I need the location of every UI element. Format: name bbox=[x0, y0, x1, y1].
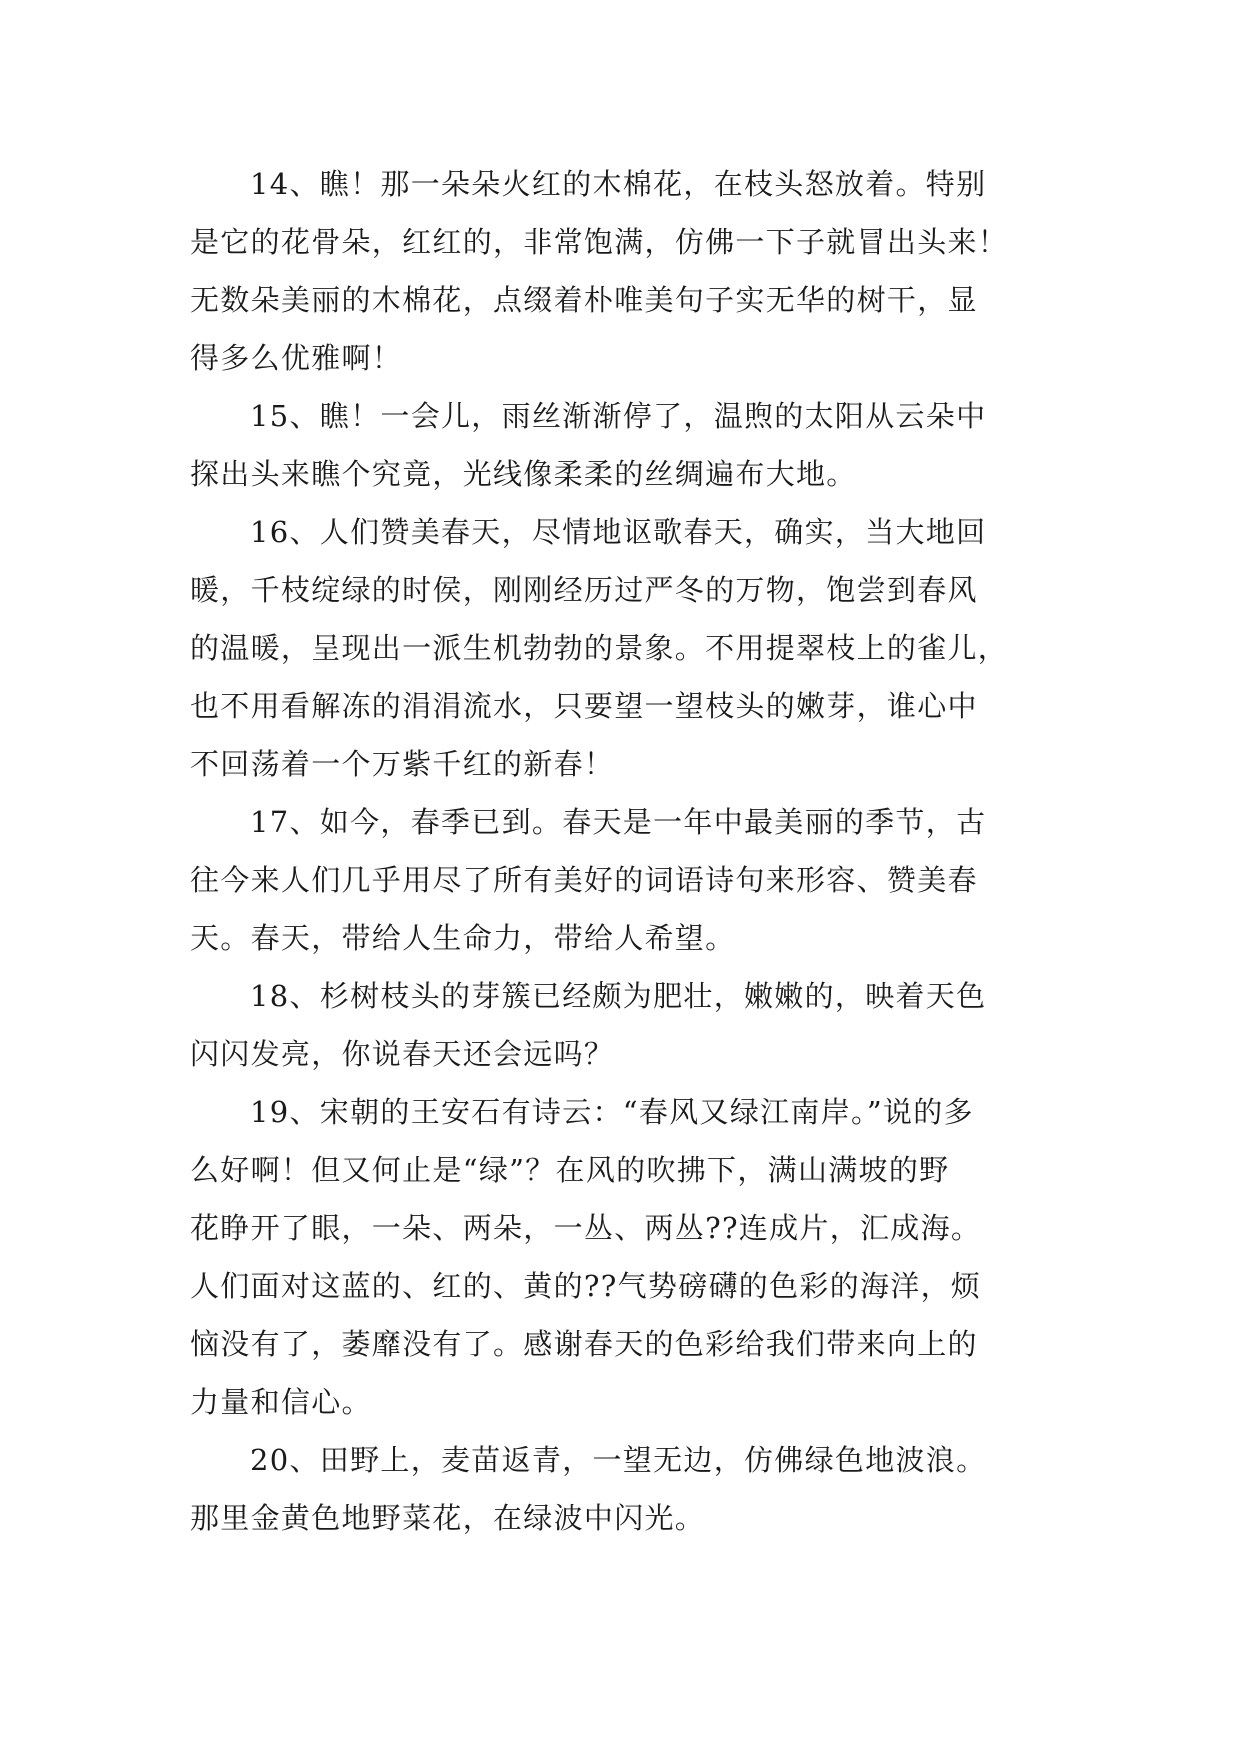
text-line: 是它的花骨朵，红红的，非常饱满，仿佛一下子就冒出头来！ bbox=[190, 225, 1009, 259]
paragraph-14 bbox=[190, 155, 1050, 387]
text-line: 20、田野上，麦苗返青，一望无边，仿佛绿色地波浪。 bbox=[250, 1443, 987, 1477]
text-line: 17、如今，春季已到。春天是一年中最美丽的季节，古 bbox=[250, 805, 987, 839]
text-line: 暖，千枝绽绿的时侯，刚刚经历过严冬的万物，饱尝到春风 bbox=[190, 573, 978, 607]
text-line: 不回荡着一个万紫千红的新春！ bbox=[190, 747, 615, 781]
document-body bbox=[190, 155, 1050, 1547]
paragraph-20 bbox=[190, 1431, 1050, 1547]
text-line: 探出头来瞧个究竟，光线像柔柔的丝绸遍布大地。 bbox=[190, 457, 857, 491]
text-line: 往今来人们几乎用尽了所有美好的词语诗句来形容、赞美春 bbox=[190, 863, 978, 897]
text-line: 花睁开了眼，一朵、两朵，一丛、两丛??连成片，汇成海。 bbox=[190, 1211, 982, 1245]
text-line: 么好啊！但又何止是“绿”？在风的吹拂下，满山满坡的野 bbox=[190, 1153, 950, 1187]
paragraph-18 bbox=[190, 967, 1050, 1083]
text-line: 的温暖，呈现出一派生机勃勃的景象。不用提翠枝上的雀儿， bbox=[190, 631, 1009, 665]
paragraph-15 bbox=[190, 387, 1050, 503]
text-line: 力量和信心。 bbox=[190, 1385, 372, 1419]
text-line: 16、人们赞美春天，尽情地讴歌春天，确实，当大地回 bbox=[250, 515, 987, 549]
text-line: 19、宋朝的王安石有诗云：“春风又绿江南岸。”说的多 bbox=[250, 1095, 974, 1129]
paragraph-17 bbox=[190, 793, 1050, 967]
text-line: 闪闪发亮，你说春天还会远吗？ bbox=[190, 1037, 615, 1071]
paragraph-19 bbox=[190, 1083, 1050, 1431]
text-line: 无数朵美丽的木棉花，点缀着朴唯美句子实无华的树干，显 bbox=[190, 283, 978, 317]
text-line: 18、杉树枝头的芽簇已经颇为肥壮，嫩嫩的，映着天色 bbox=[250, 979, 987, 1013]
text-line: 人们面对这蓝的、红的、黄的??气势磅礴的色彩的海洋，烦 bbox=[190, 1269, 982, 1303]
text-line: 也不用看解冻的涓涓流水，只要望一望枝头的嫩芽，谁心中 bbox=[190, 689, 978, 723]
text-line: 天。春天，带给人生命力，带给人希望。 bbox=[190, 921, 736, 955]
text-line: 14、瞧！那一朵朵火红的木棉花，在枝头怒放着。特别 bbox=[250, 167, 987, 201]
text-line: 得多么优雅啊！ bbox=[190, 341, 403, 375]
text-line: 那里金黄色地野菜花，在绿波中闪光。 bbox=[190, 1501, 706, 1535]
paragraph-16 bbox=[190, 503, 1050, 793]
text-line: 恼没有了，萎靡没有了。感谢春天的色彩给我们带来向上的 bbox=[190, 1327, 978, 1361]
text-line: 15、瞧！一会儿，雨丝渐渐停了，温煦的太阳从云朵中 bbox=[250, 399, 987, 433]
